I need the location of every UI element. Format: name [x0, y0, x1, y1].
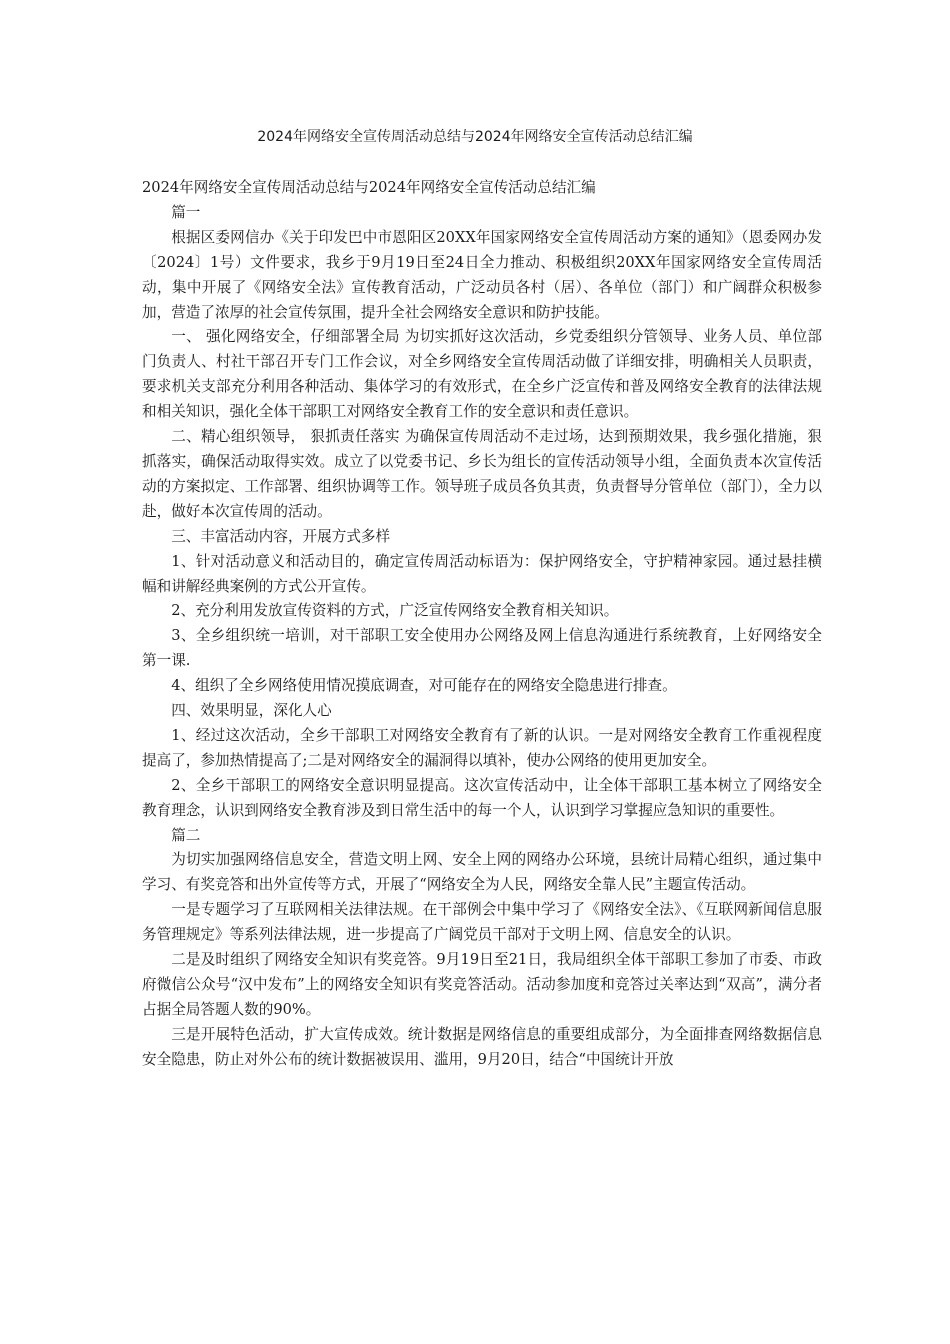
section-heading: 三、丰富活动内容，开展方式多样 — [171, 527, 391, 545]
paragraph: 1、经过这次活动，全乡干部职工对网络安全教育有了新的认识。一是对网络安全教育工作重视程度提高了，参加热情提高了;二是对网络安全的漏洞得以填补，使办公网络的使用更加安全。 — [142, 726, 822, 769]
paragraph: 3、全乡组织统一培训，对干部职工安全使用办公网络及网上信息沟通进行系统教育，上好网络安全第一课. — [142, 627, 822, 670]
paragraph: 2、充分利用发放宣传资料的方式，广泛宣传网络安全教育相关知识。 — [171, 602, 619, 620]
paragraph: 一是专题学习了互联网相关法律法规。在干部例会中集中学习了《网络安全法》、《互联网新闻信息服务管理规定》等系列法律法规，进一步提高了广阔党员干部对于文明上网、信息安全的认识。 — [142, 901, 822, 944]
paragraph: 二是及时组织了网络安全知识有奖竞答。9月19日至21日，我局组织全体干部职工参加了市委、市政府微信公众号“汉中发布”上的网络安全知识有奖竞答活动。活动参加度和竞答过关率达到“双高”，满分者占据全局答题人数的90%。 — [142, 951, 822, 1018]
paragraph: 根据区委网信办《关于印发巴中市恩阳区20XX年国家网络安全宣传周活动方案的通知》（恩委网办发〔2024〕1号）文件要求，我乡于9月19日至24日全力推动、积极组织20XX年国家网络安全宣传周活动，集中开展了《网络安全法》宣传教育活动，广泛动员各村（居）、各单位（部门）和广阔群众积极参加，营造了浓厚的社会宣传氛围，提升全社会网络安全意识和防护技能。 — [142, 228, 822, 321]
document-body — [142, 176, 822, 1073]
document-title: 2024年网络安全宣传周活动总结与2024年网络安全宣传活动总结汇编 — [257, 129, 693, 145]
section-heading-part-two: 篇二 — [171, 826, 201, 844]
paragraph: 1、针对活动意义和活动目的，确定宣传周活动标语为：保护网络安全，守护精神家园。通过悬挂横幅和讲解经典案例的方式公开宣传。 — [142, 552, 822, 595]
section-heading: 四、效果明显，深化人心 — [171, 702, 332, 720]
paragraph: 为切实加强网络信息安全，营造文明上网、安全上网的网络办公环境，县统计局精心组织，通过集中学习、有奖竞答和出外宣传等方式，开展了“网络安全为人民，网络安全靠人民”主题宣传活动。 — [142, 851, 822, 894]
paragraph: 2、全乡干部职工的网络安全意识明显提高。这次宣传活动中，让全体干部职工基本树立了网络安全教育理念，认识到网络安全教育涉及到日常生活中的每一个人，认识到学习掌握应急知识的重要性。 — [142, 776, 822, 819]
paragraph: 一、 强化网络安全，仔细部署全局 为切实抓好这次活动，乡党委组织分管领导、业务人员、单位部门负责人、村社干部召开专门工作会议，对全乡网络安全宣传周活动做了详细安排，明确相关人员职责，要求机关支部充分利用各种活动、集体学习的有效形式，在全乡广泛宣传和普及网络安全教育的法律法规和相关知识，强化全体干部职工对网络安全教育工作的安全意识和责任意识。 — [142, 328, 822, 421]
paragraph: 二、精心组织领导， 狠抓责任落实 为确保宣传周活动不走过场，达到预期效果，我乡强化措施，狠抓落实，确保活动取得实效。成立了以党委书记、乡长为组长的宣传活动领导小组，全面负责本次宣传活动的方案拟定、工作部署、组织协调等工作。领导班子成员各负其责，负责督导分管单位（部门），全力以赴，做好本次宣传周的活动。 — [142, 428, 822, 520]
document-subtitle: 2024年网络安全宣传周活动总结与2024年网络安全宣传活动总结汇编 — [142, 179, 596, 196]
paragraph: 三是开展特色活动，扩大宣传成效。统计数据是网络信息的重要组成部分，为全面排查网络数据信息安全隐患，防止对外公布的统计数据被误用、滥用，9月20日，结合“中国统计开放 — [142, 1025, 822, 1068]
paragraph: 4、组织了全乡网络使用情况摸底调查，对可能存在的网络安全隐患进行排查。 — [171, 677, 677, 695]
section-heading-part-one: 篇一 — [171, 203, 201, 221]
